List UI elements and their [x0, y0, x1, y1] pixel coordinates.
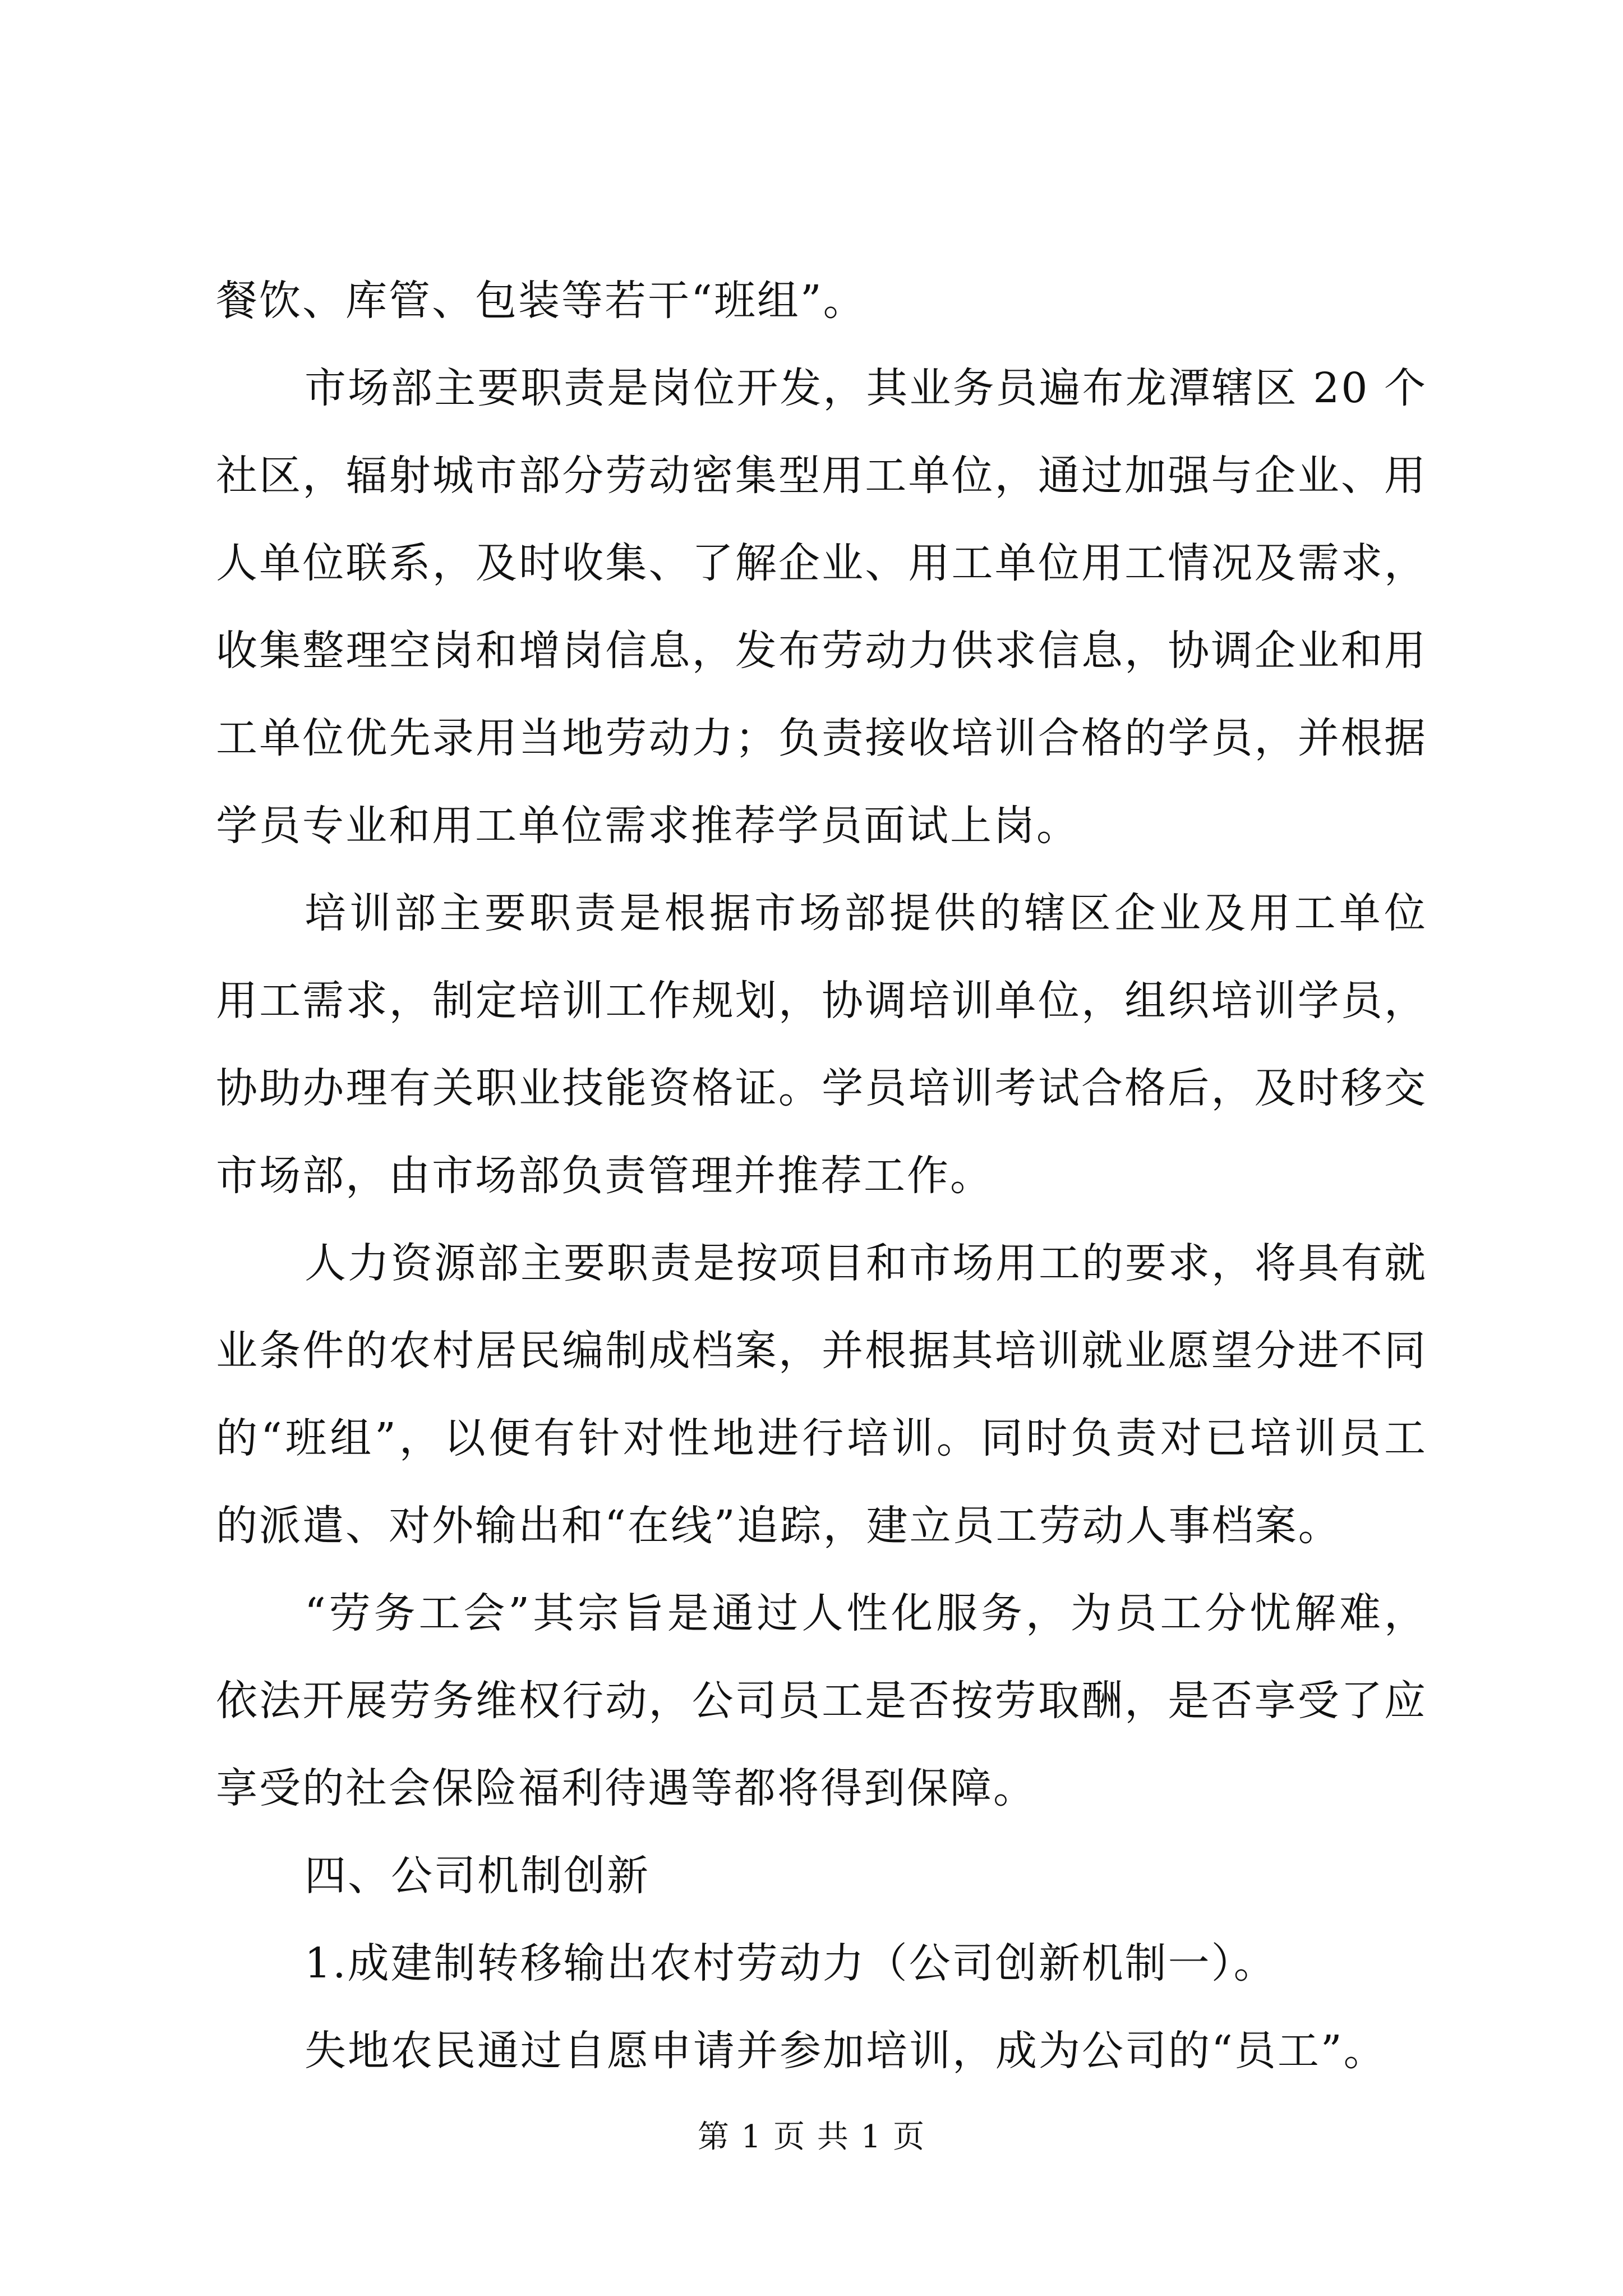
text-line-1: 餐饮、库管、包装等若干“班组”。: [216, 277, 866, 325]
text-line-8: 培训部主要职责是根据市场部提供的辖区企业及用工单位: [305, 889, 1427, 937]
text-line-14: 的“班组”，以便有针对性地进行培训。同时负责对已培训员工: [216, 1414, 1427, 1462]
text-line-3: 社区，辐射城市部分劳动密集型用工单位，通过加强与企业、用: [216, 452, 1427, 500]
text-line-16: “劳务工会”其宗旨是通过人性化服务，为员工分忧解难，: [305, 1589, 1427, 1637]
text-line-12: 人力资源部主要职责是按项目和市场用工的要求，将具有就: [305, 1239, 1427, 1287]
text-line-7: 学员专业和用工单位需求推荐学员面试上岗。: [216, 802, 1080, 850]
text-line-6: 工单位优先录用当地劳动力；负责接收培训合格的学员，并根据: [216, 714, 1427, 762]
document-body: [216, 257, 1427, 2095]
section-heading: 四、公司机制创新: [305, 1852, 650, 1900]
text-line-5: 收集整理空岗和增岗信息，发布劳动力供求信息，协调企业和用: [216, 627, 1427, 675]
text-line-15: 的派遣、对外输出和“在线”追踪，建立员工劳动人事档案。: [216, 1502, 1341, 1550]
text-line-10: 协助办理有关职业技能资格证。学员培训考试合格后，及时移交: [216, 1064, 1427, 1112]
text-line-11: 市场部，由市场部负责管理并推荐工作。: [216, 1152, 993, 1200]
text-line-18: 享受的社会保险福利待遇等都将得到保障。: [216, 1764, 1036, 1812]
numbered-item-1: 1.成建制转移输出农村劳动力（公司创新机制一）。: [305, 1939, 1277, 1987]
text-line-4: 人单位联系，及时收集、了解企业、用工单位用工情况及需求，: [216, 539, 1427, 587]
text-line-9: 用工需求，制定培训工作规划，协调培训单位，组织培训学员，: [216, 977, 1427, 1025]
page-footer: 第 1 页 共 1 页: [697, 2119, 926, 2155]
text-line-21: 失地农民通过自愿申请并参加培训，成为公司的“员工”。: [305, 2027, 1387, 2075]
text-line-17: 依法开展劳务维权行动，公司员工是否按劳取酬，是否享受了应: [216, 1677, 1427, 1725]
text-line-2: 市场部主要职责是岗位开发，其业务员遍布龙潭辖区 20 个: [305, 364, 1427, 412]
text-line-13: 业条件的农村居民编制成档案，并根据其培训就业愿望分进不同: [216, 1327, 1427, 1375]
